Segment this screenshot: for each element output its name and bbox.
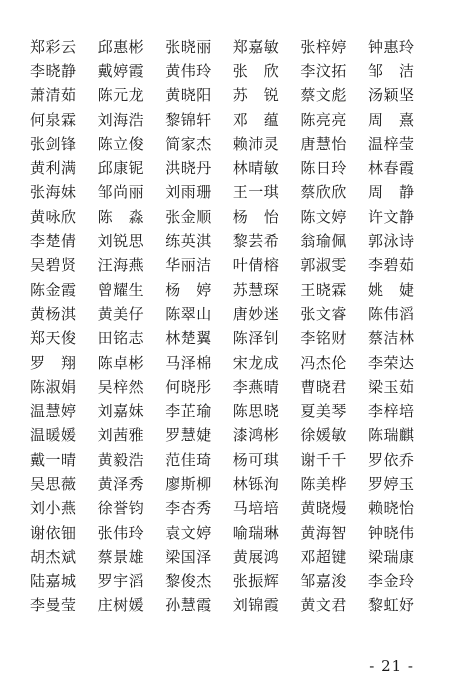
name-cell: 李梓培 [367,402,415,421]
name-cell: 陈翠山 [165,304,212,323]
name-cell: 吴思薇 [30,474,77,493]
name-cell: 汪海燕 [97,256,145,275]
name-cell: 郭淑雯 [300,256,347,275]
name-cell: 谢依钿 [30,523,77,542]
name-cell: 吴碧贤 [30,256,77,275]
name-cell: 刘海浩 [97,110,145,129]
name-cell: 黄伟玲 [165,61,212,80]
name-cell: 陈伟滔 [367,304,415,323]
name-cell: 徐誉钧 [97,499,145,518]
page-number: - 21 - [369,657,414,675]
name-cell: 黎芸希 [232,232,280,251]
name-cell: 李晓静 [30,61,77,80]
name-cell: 蔡欣欣 [300,183,347,202]
name-cell: 戴婷霞 [97,61,145,80]
name-cell: 廖斯柳 [165,474,212,493]
name-row [30,593,430,617]
name-cell: 温梓莹 [367,134,415,153]
name-cell: 漆鸿彬 [232,426,280,445]
name-row [30,34,430,58]
name-row [30,58,430,82]
name-cell: 蔡文彪 [300,86,347,105]
name-cell: 温暖媛 [30,426,77,445]
name-cell: 黎虹妤 [367,596,415,615]
name-cell: 张金顺 [165,207,212,226]
name-cell: 陈泽钊 [232,329,280,348]
name-cell: 杨可琪 [232,450,280,469]
name-cell: 张晓丽 [165,37,212,56]
name-cell: 温慧婷 [30,402,77,421]
name-cell: 田铭志 [97,329,145,348]
name-cell: 郑天俊 [30,329,77,348]
name-cell: 邹嘉浚 [300,572,347,591]
name-cell: 戴一晴 [30,450,77,469]
name-row [30,155,430,179]
name-cell: 蔡洁林 [367,329,415,348]
name-cell: 马泽棉 [165,353,212,372]
name-row [30,131,430,155]
name-cell: 蔡景雄 [97,547,145,566]
name-row [30,253,430,277]
name-cell: 李铭财 [300,329,347,348]
name-cell: 黄利满 [30,159,77,178]
name-row [30,471,430,495]
name-cell: 喻瑞琳 [232,523,280,542]
name-row [30,83,430,107]
name-row [30,277,430,301]
name-cell: 郑彩云 [30,37,77,56]
name-cell: 曾耀生 [97,280,145,299]
name-cell: 陈立俊 [97,134,145,153]
name-cell: 杨 怡 [232,207,280,226]
name-cell: 吴梓然 [97,377,145,396]
name-cell: 马培培 [232,499,280,518]
name-cell: 张振辉 [232,572,280,591]
name-cell: 张海妹 [30,183,77,202]
name-cell: 王晓霖 [300,280,347,299]
name-row [30,204,430,228]
name-cell: 刘茜雅 [97,426,145,445]
name-cell: 邓 蕴 [232,110,280,129]
name-cell: 赖晓怡 [367,499,415,518]
name-cell: 黄展鸿 [232,547,280,566]
name-cell: 刘嘉妹 [97,402,145,421]
name-row [30,447,430,471]
name-cell: 刘小燕 [30,499,77,518]
name-cell: 周 熹 [367,110,415,129]
name-cell: 徐媛敏 [300,426,347,445]
name-row [30,350,430,374]
name-cell: 黄晓阳 [165,86,212,105]
name-cell: 姚 婕 [367,280,415,299]
name-row [30,326,430,350]
name-cell: 夏美琴 [300,402,347,421]
name-cell: 林春霞 [367,159,415,178]
name-row [30,520,430,544]
name-cell: 张伟玲 [97,523,145,542]
name-cell: 何泉霖 [30,110,77,129]
name-cell: 黄杨淇 [30,304,77,323]
name-cell: 梁玉茹 [367,377,415,396]
name-cell: 李金玲 [367,572,415,591]
name-cell: 黎锦轩 [165,110,212,129]
name-row [30,180,430,204]
name-cell: 罗慧婕 [165,426,212,445]
name-row [30,544,430,568]
name-cell: 黄晓熳 [300,499,347,518]
name-cell: 冯杰伦 [300,353,347,372]
name-cell: 陈亮亮 [300,110,347,129]
name-cell: 洪晓丹 [165,159,212,178]
name-cell: 李杏秀 [165,499,212,518]
name-cell: 罗 翔 [30,353,77,372]
name-cell: 孙慧霞 [165,596,212,615]
name-cell: 唐慧怡 [300,134,347,153]
name-cell: 邱康铌 [97,159,145,178]
name-cell: 陈卓彬 [97,353,145,372]
name-cell: 罗依乔 [367,450,415,469]
name-cell: 曹晓君 [300,377,347,396]
name-cell: 林铄洵 [232,474,280,493]
name-cell: 钟晓伟 [367,523,415,542]
name-cell: 陈元龙 [97,86,145,105]
name-cell: 翁瑜佩 [300,232,347,251]
name-cell: 张剑锋 [30,134,77,153]
name-row [30,398,430,422]
name-cell: 林楚翼 [165,329,212,348]
name-cell: 黄文君 [300,596,347,615]
name-cell: 罗婷玉 [367,474,415,493]
name-cell: 黄咏欣 [30,207,77,226]
name-cell: 叶倩榕 [232,256,280,275]
name-cell: 许文静 [367,207,415,226]
name-cell: 陈美桦 [300,474,347,493]
name-row [30,423,430,447]
name-cell: 张梓婷 [300,37,347,56]
name-row [30,496,430,520]
name-cell: 简家杰 [165,134,212,153]
name-cell: 赖沛灵 [232,134,280,153]
name-cell: 何晓彤 [165,377,212,396]
name-cell: 萧清茹 [30,86,77,105]
name-cell: 李碧茹 [367,256,415,275]
name-list-grid [30,34,430,617]
name-cell: 范佳琦 [165,450,212,469]
name-cell: 黄泽秀 [97,474,145,493]
name-cell: 陆嘉城 [30,572,77,591]
name-row [30,228,430,252]
name-row [30,301,430,325]
name-cell: 郭泳诗 [367,232,415,251]
name-cell: 林晴敏 [232,159,280,178]
name-cell: 张文睿 [300,304,347,323]
name-cell: 王一琪 [232,183,280,202]
name-cell: 邱惠彬 [97,37,145,56]
name-cell: 李燕晴 [232,377,280,396]
name-cell: 陈文婷 [300,207,347,226]
name-cell: 罗宇滔 [97,572,145,591]
name-cell: 陈瑞麒 [367,426,415,445]
name-cell: 汤颖坚 [367,86,415,105]
name-cell: 陈思晓 [232,402,280,421]
name-cell: 陈日玲 [300,159,347,178]
name-cell: 宋龙成 [232,353,280,372]
name-cell: 胡杰斌 [30,547,77,566]
name-cell: 杨 婷 [165,280,212,299]
name-cell: 邹尚丽 [97,183,145,202]
name-cell: 谢千千 [300,450,347,469]
name-cell: 邹 洁 [367,61,415,80]
name-cell: 刘雨珊 [165,183,212,202]
name-row [30,569,430,593]
name-cell: 黄毅浩 [97,450,145,469]
name-cell: 华丽洁 [165,256,212,275]
name-cell: 梁瑞康 [367,547,415,566]
name-cell: 周 静 [367,183,415,202]
name-cell: 李曼莹 [30,596,77,615]
name-cell: 黎俊杰 [165,572,212,591]
name-cell: 唐妙迷 [232,304,280,323]
name-cell: 李汶拓 [300,61,347,80]
name-cell: 梁国泽 [165,547,212,566]
name-cell: 陈金霞 [30,280,77,299]
name-cell: 邓超键 [300,547,347,566]
name-row [30,374,430,398]
name-cell: 郑嘉敏 [232,37,280,56]
name-cell: 李荣达 [367,353,415,372]
name-cell: 李芷瑜 [165,402,212,421]
name-cell: 刘锦霞 [232,596,280,615]
name-cell: 陈淑娟 [30,377,77,396]
name-cell: 黄美仔 [97,304,145,323]
name-cell: 袁文婷 [165,523,212,542]
name-cell: 苏 锐 [232,86,280,105]
name-cell: 庄树媛 [97,596,145,615]
name-cell: 钟惠玲 [367,37,415,56]
name-cell: 张 欣 [232,61,280,80]
name-row [30,107,430,131]
name-cell: 黄海智 [300,523,347,542]
name-cell: 练英淇 [165,232,212,251]
name-cell: 苏慧琛 [232,280,280,299]
name-cell: 陈 淼 [97,207,145,226]
name-cell: 李楚倩 [30,232,77,251]
name-cell: 刘锐思 [97,232,145,251]
